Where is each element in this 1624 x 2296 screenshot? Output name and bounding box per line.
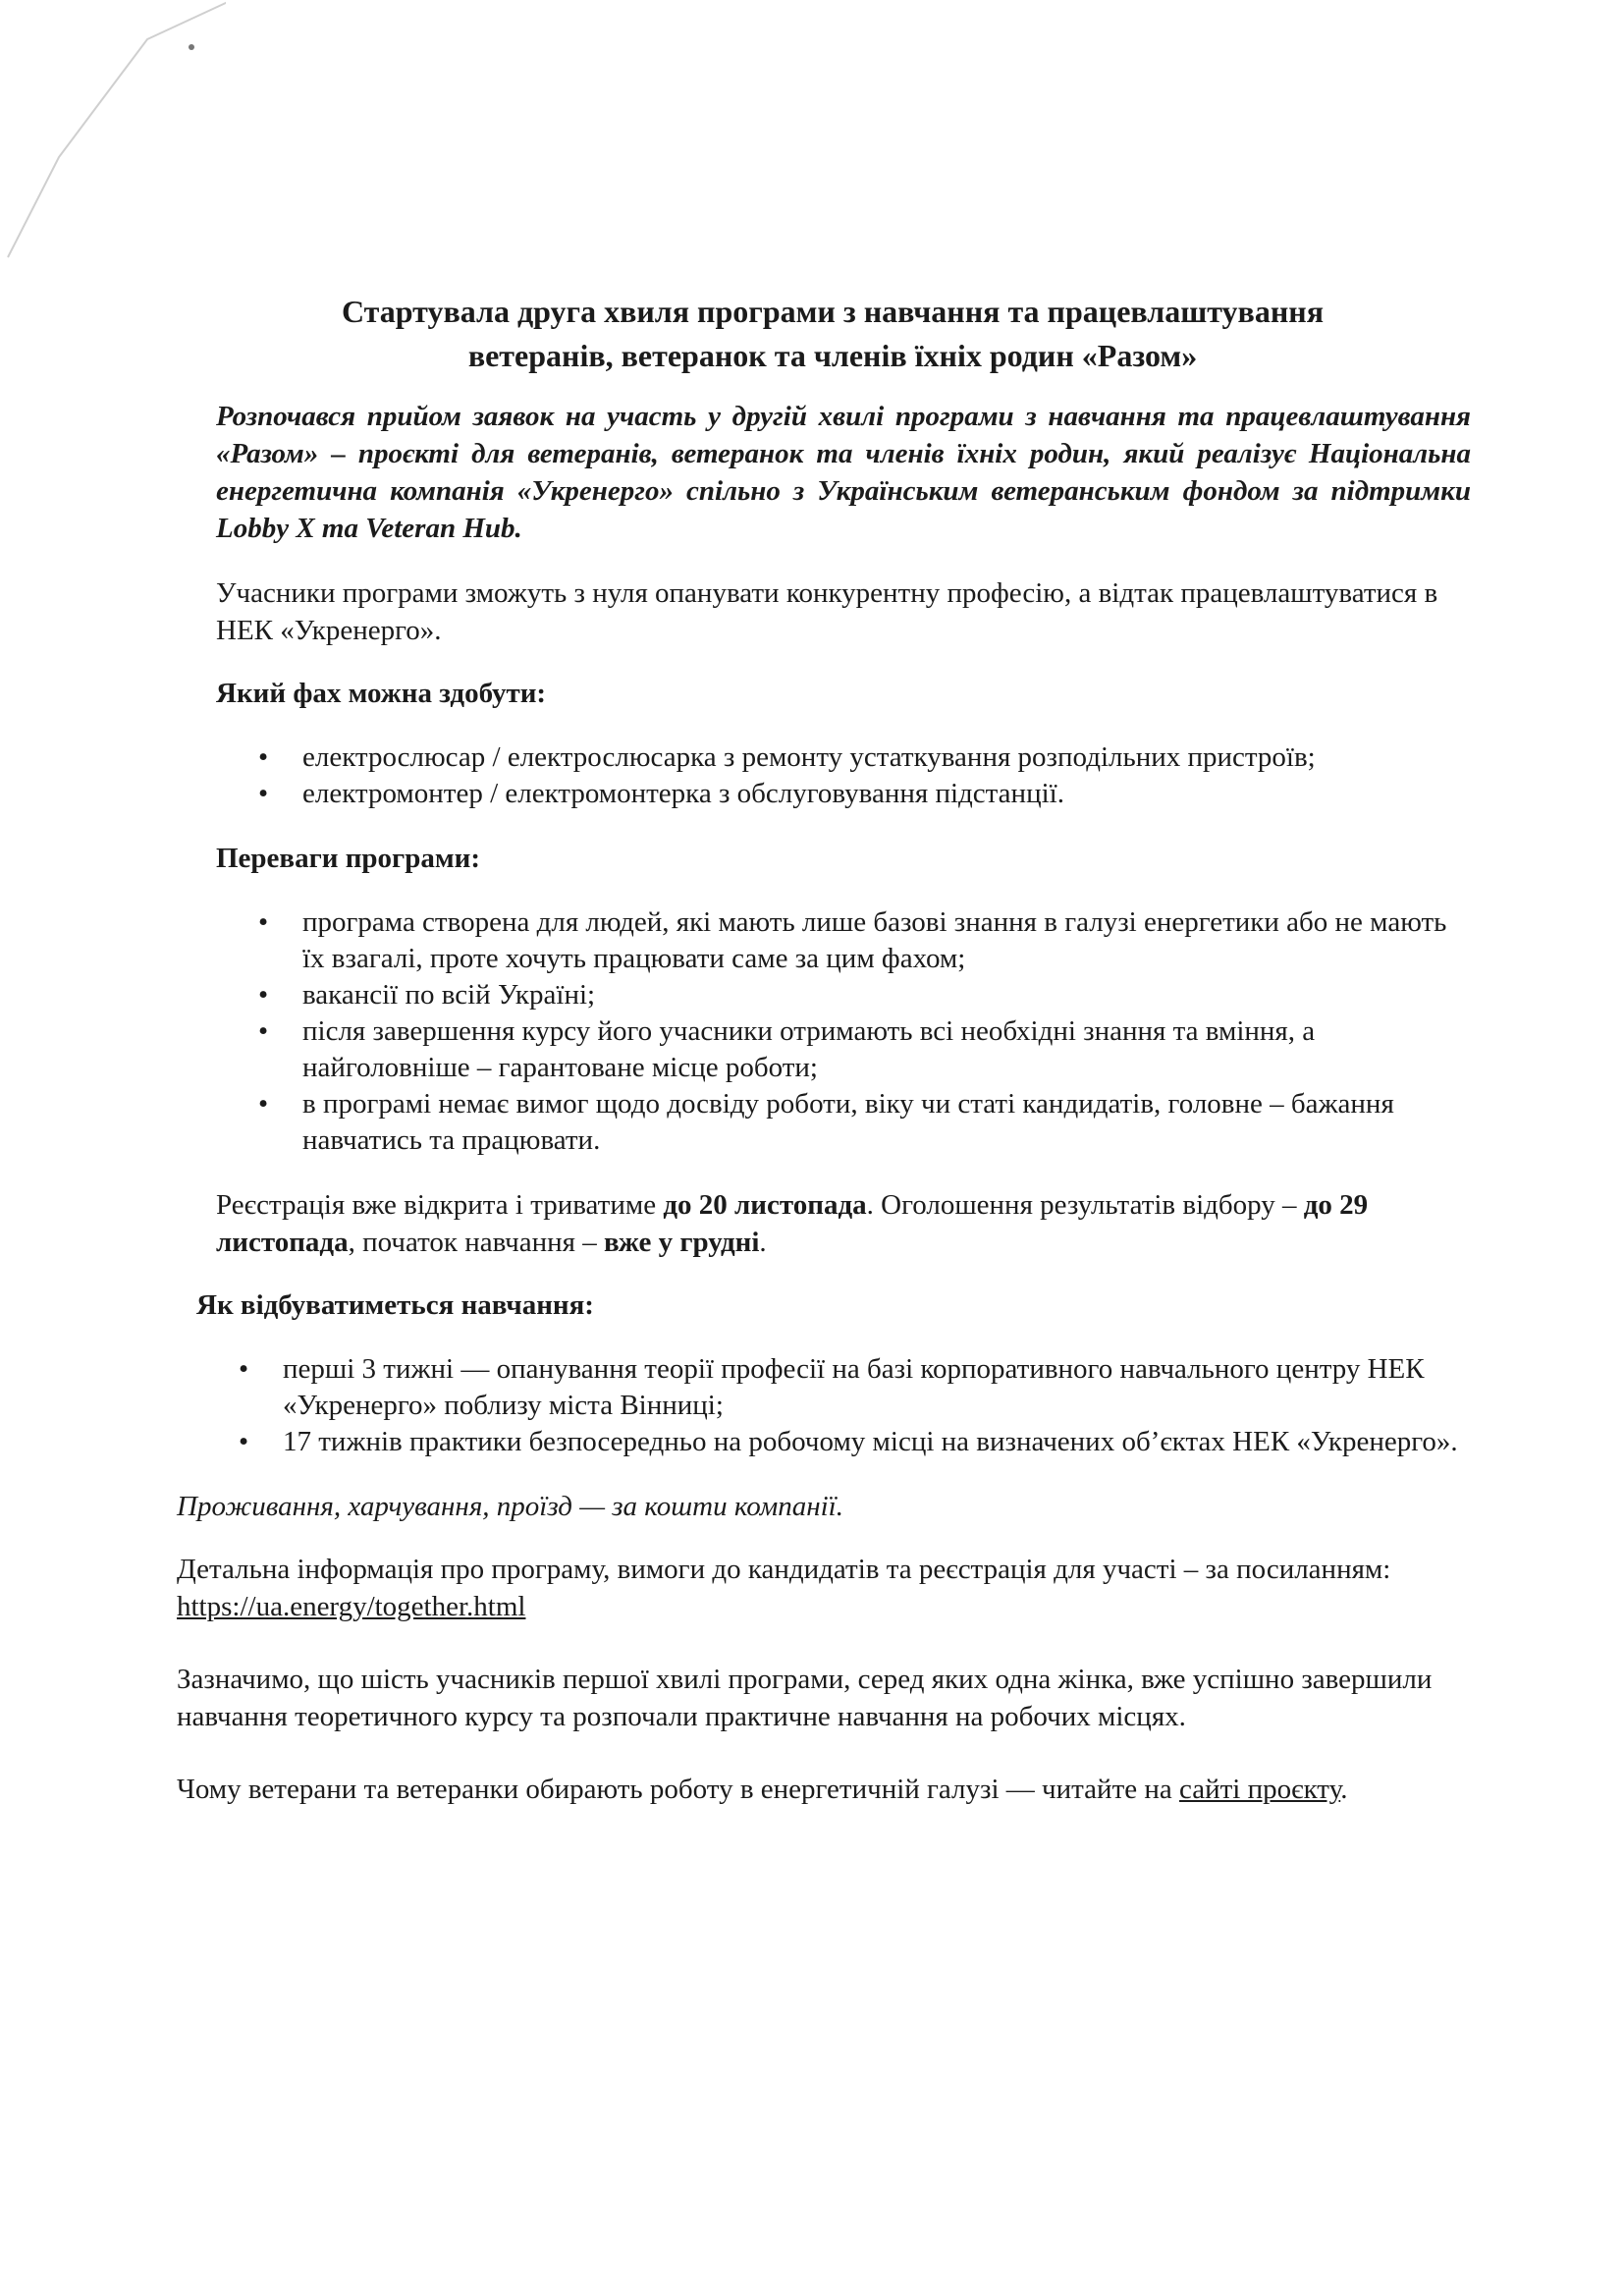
document-page (177, 290, 1471, 1843)
bullet-icon: • (258, 1088, 269, 1120)
training-list (175, 1351, 1471, 1460)
list-item-text: програма створена для людей, які мають лише базові знання в галузі енергетики або не мають їх взагалі, проте хочуть працювати саме за цим фахом; (302, 906, 1447, 974)
list-item-text: 17 тижнів практики безпосередньо на робочому місці на визначених об’єктах НЕК «Укренерго». (283, 1426, 1458, 1457)
list-item (258, 1013, 1471, 1086)
list-item (258, 977, 1471, 1013)
list-item (258, 1086, 1471, 1159)
advantages-list (194, 904, 1471, 1159)
bullet-icon: • (258, 778, 269, 809)
list-item (239, 1351, 1471, 1424)
list-item (239, 1424, 1471, 1460)
list-item-text: в програмі немає вимог щодо досвіду роботи, віку чи статі кандидатів, головне – бажання навчатись та працювати. (302, 1088, 1394, 1156)
registration-text-4: . (759, 1227, 767, 1258)
title-line-2: ветеранів, ветеранок та членів їхніх родин «Разом» (467, 338, 1198, 373)
bullet-icon: • (258, 979, 269, 1011)
professions-heading: Який фах можна здобути: (216, 678, 547, 709)
registration-paragraph (216, 1186, 1471, 1261)
project-site-link[interactable]: сайті проєкту (1179, 1774, 1341, 1805)
scan-artifact-line (0, 0, 226, 275)
why-end: . (1340, 1774, 1348, 1805)
page-title (194, 290, 1471, 378)
list-item (258, 776, 1471, 812)
lead-paragraph: Розпочався прийом заявок на участь у другій хвилі програми з навчання та працевлаштування «Разом» – проєкті для ветеранів, ветеранок та членів їхніх родин, який реалізує Національна енергетична компанія «Укренерго» спільно з Українським ветеранським фондом за підтримки Lobby X та Veteran Hub. (216, 401, 1471, 544)
list-item-text: перші 3 тижні — опанування теорії професії на базі корпоративного навчального центру НЕК «Укренерго» поблизу міста Вінниці; (283, 1353, 1425, 1421)
results-date: до 29 листопада (216, 1189, 1369, 1258)
list-item-text: електрослюсар / електрослюсарка з ремонту устаткування розподільних пристроїв; (302, 741, 1316, 773)
professions-list (194, 739, 1471, 812)
list-item (258, 904, 1471, 977)
bullet-icon: • (258, 741, 269, 773)
first-wave-paragraph: Зазначимо, що шість учасників першої хвилі програми, серед яких одна жінка, вже успішно завершили навчання теоретичного курсу та розпочали практичне навчання на робочих місцях. (177, 1664, 1433, 1732)
why-text: Чому ветерани та ветеранки обирають роботу в енергетичній галузі — читайте на (177, 1774, 1180, 1805)
details-text: Детальна інформація про програму, вимоги до кандидатів та реєстрація для участі – за посиланням: (177, 1554, 1391, 1585)
registration-deadline: до 20 листопада (663, 1189, 867, 1221)
training-start: вже у грудні (604, 1227, 760, 1258)
list-item-text: електромонтер / електромонтерка з обслуговування підстанції. (302, 778, 1064, 809)
list-item-text: після завершення курсу його учасники отримають всі необхідні знання та вміння, а найголовніше – гарантоване місце роботи; (302, 1015, 1316, 1083)
training-heading: Як відбуватиметься навчання: (196, 1289, 594, 1321)
bullet-icon: • (258, 1015, 269, 1047)
registration-text-1: Реєстрація вже відкрита і триватиме (216, 1189, 664, 1221)
list-item (258, 739, 1471, 776)
registration-text-3: , початок навчання – (348, 1227, 605, 1258)
registration-text-2: . Оголошення результатів відбору – (866, 1189, 1304, 1221)
advantages-heading: Переваги програми: (216, 843, 480, 874)
intro-paragraph: Учасники програми зможуть з нуля опанувати конкурентну професію, а відтак працевлаштуватися в НЕК «Укренерго». (216, 577, 1438, 646)
bullet-icon: • (258, 906, 269, 938)
program-link[interactable]: https://ua.energy/together.html (177, 1591, 526, 1622)
bullet-icon: • (239, 1353, 249, 1385)
why-paragraph (177, 1771, 1471, 1808)
list-item-text: вакансії по всій Україні; (302, 979, 596, 1011)
details-paragraph (177, 1551, 1471, 1625)
training-section (175, 1286, 1471, 1808)
bullet-icon: • (239, 1426, 249, 1457)
costs-note: Проживання, харчування, проїзд — за кошти компанії. (177, 1491, 843, 1522)
title-line-1: Стартувала друга хвиля програми з навчання та працевлаштування (341, 294, 1325, 329)
